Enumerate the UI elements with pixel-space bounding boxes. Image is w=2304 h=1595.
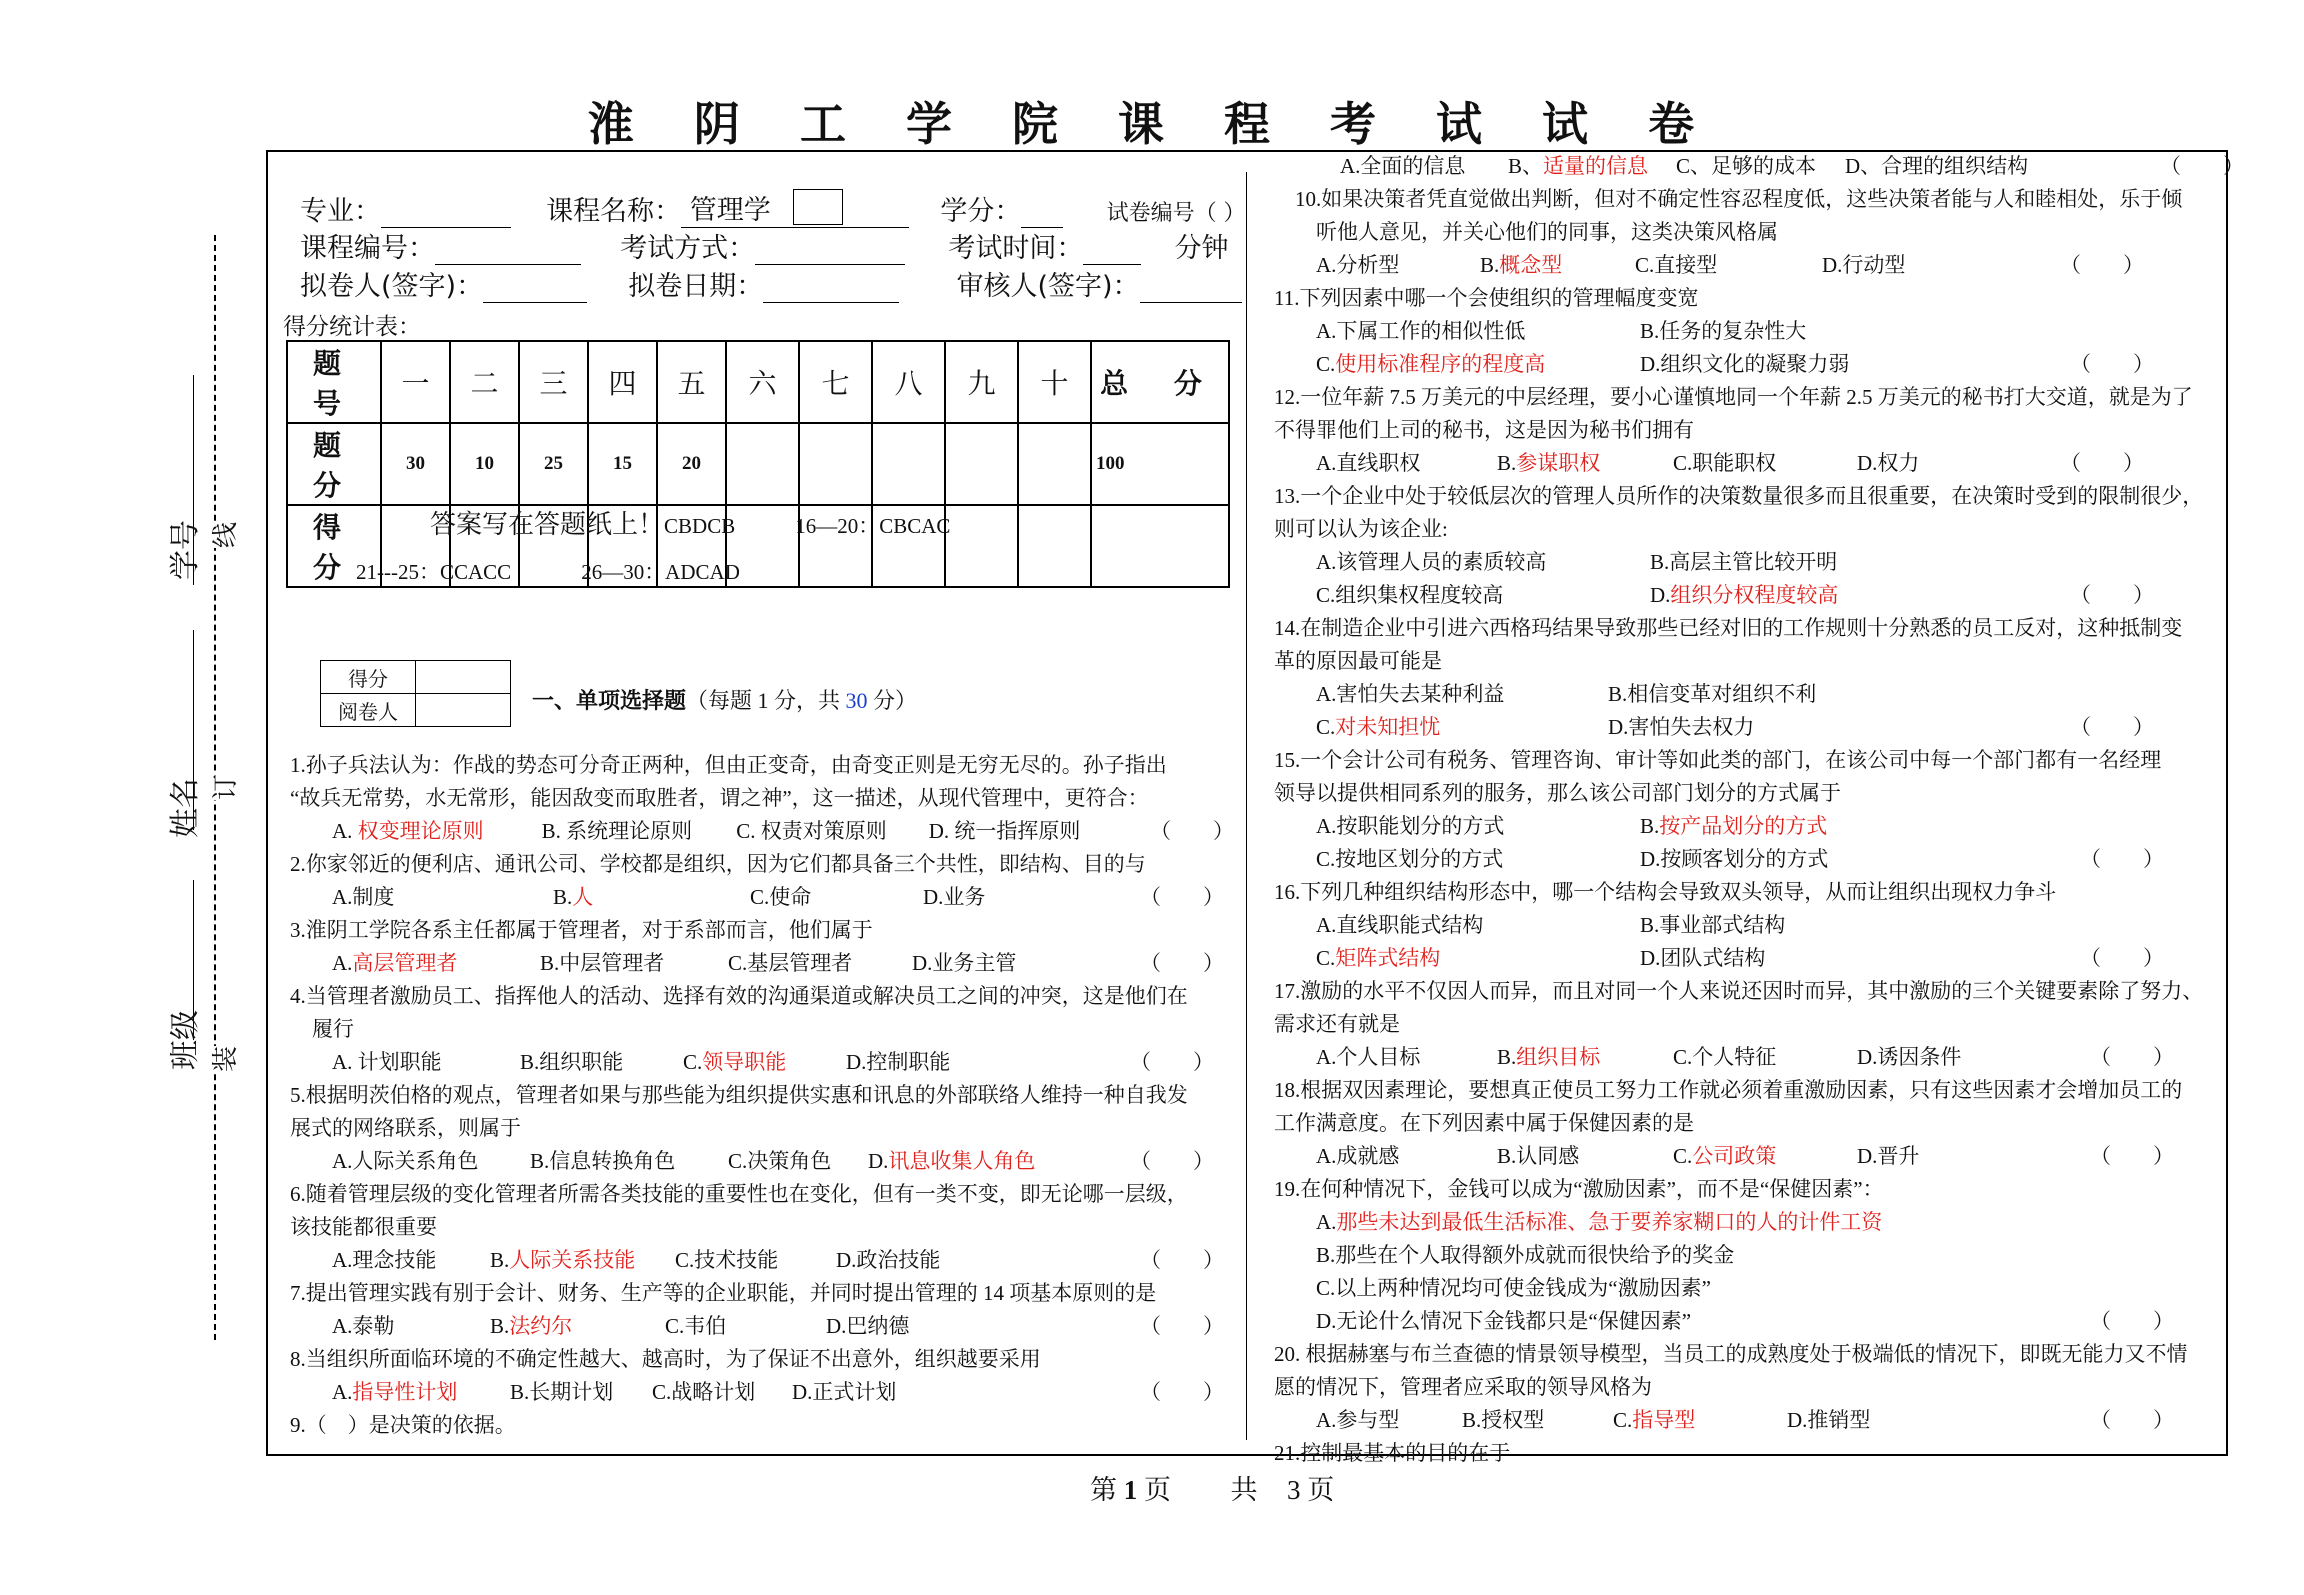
section-grader-field[interactable] bbox=[416, 694, 511, 727]
answer-note: 答案写在答题纸上！ bbox=[430, 510, 665, 540]
col-7: 七 bbox=[799, 341, 872, 423]
col-6: 六 bbox=[726, 341, 799, 423]
points-4: 15 bbox=[588, 423, 657, 505]
q18-option-d: D.晋升 bbox=[1857, 1144, 1920, 1168]
exam-method-field[interactable] bbox=[755, 233, 905, 265]
q2-text: 2.你家邻近的便利店、通讯公司、学校都是组织，因为它们都具备三个共性，即结构、目的与 bbox=[290, 852, 1146, 876]
q19-paren: （ ） bbox=[2090, 1309, 2174, 1333]
q13-paren: （ ） bbox=[2070, 583, 2154, 607]
q6-text-b: 该技能都很重要 bbox=[290, 1215, 437, 1239]
header-row-3 bbox=[300, 264, 1242, 303]
q16-text: 16.下列几种组织结构形态中，哪一个结构会导致双头领导，从而让组织出现权力争斗 bbox=[1274, 880, 2057, 904]
q11-option-d: D.组织文化的凝聚力弱 bbox=[1640, 352, 1850, 376]
q4-text-b: 履行 bbox=[312, 1017, 354, 1041]
course-box bbox=[793, 189, 843, 225]
q16-option-b: B.事业部式结构 bbox=[1640, 913, 1786, 937]
q4-paren: （ ） bbox=[1130, 1050, 1214, 1074]
q6-option-a: A.理念技能 bbox=[332, 1248, 437, 1272]
column-divider bbox=[1246, 172, 1247, 1440]
credit-field[interactable] bbox=[1021, 196, 1063, 228]
q5-text-b: 展式的网络联系，则属于 bbox=[290, 1116, 521, 1140]
q10-option-a: A.分析型 bbox=[1316, 253, 1400, 277]
q2-option-d: D.业务 bbox=[923, 885, 986, 909]
q10-option-c: C.直接型 bbox=[1635, 253, 1718, 277]
q8-paren: （ ） bbox=[1140, 1380, 1224, 1404]
reviewer-field[interactable] bbox=[1140, 271, 1242, 303]
q14-option-b: B.相信变革对组织不利 bbox=[1608, 682, 1817, 706]
name-label: 姓名 bbox=[168, 778, 203, 838]
binding-line-label: 线 bbox=[205, 522, 242, 548]
points-10 bbox=[1018, 423, 1091, 505]
q5-d-prefix: D. bbox=[868, 1149, 889, 1173]
q8-text: 8.当组织所面临环境的不确定性越大、越高时，为了保证不出意外，组织越要采用 bbox=[290, 1347, 1041, 1371]
q7-paren: （ ） bbox=[1140, 1314, 1224, 1338]
q5-option-a: A.人际关系角色 bbox=[332, 1149, 479, 1173]
score-table bbox=[286, 340, 1230, 588]
q18-text-a: 18.根据双因素理论，要想真正使员工努力工作就必须着重激励因素，只有这些因素才会增加员工的 bbox=[1274, 1078, 2183, 1102]
section-score-field[interactable] bbox=[416, 661, 511, 694]
q3-a-prefix: A. bbox=[332, 951, 353, 975]
q1-d: D. 统一指挥原则 bbox=[928, 819, 1081, 843]
q1-c: C. 权责对策原则 bbox=[736, 819, 887, 843]
q16-c-prefix: C. bbox=[1316, 946, 1336, 970]
section-1-heading bbox=[532, 684, 917, 715]
points-5: 20 bbox=[657, 423, 726, 505]
footer-gong: 共 bbox=[1230, 1475, 1258, 1505]
q8-option-b: B.长期计划 bbox=[510, 1380, 614, 1404]
q14-option-a: A.害怕失去某种利益 bbox=[1316, 682, 1505, 706]
q20-option-b: B.授权型 bbox=[1462, 1408, 1545, 1432]
q14-option-d: D.害怕失去权力 bbox=[1608, 715, 1755, 739]
answer-26-30: 26—30：ADCAD bbox=[581, 560, 740, 584]
q10-b-answer: 概念型 bbox=[1499, 253, 1563, 277]
col-5: 五 bbox=[657, 341, 726, 423]
exam-method-label: 考试方式： bbox=[620, 233, 756, 264]
points-2: 10 bbox=[450, 423, 519, 505]
q2-option-c: C.使命 bbox=[750, 885, 812, 909]
points-total: 100 bbox=[1091, 423, 1229, 505]
row-label-number: 题 号 bbox=[287, 341, 381, 423]
q13-text-a: 13.一个企业中处于较低层次的管理人员所作的决策数量很多而且很重要，在决策时受到的限制很少， bbox=[1274, 484, 2204, 508]
q7-text: 7.提出管理实践有别于会计、财务、生产等的企业职能，并同时提出管理的 14 项基本原则的是 bbox=[290, 1281, 1157, 1305]
q11-c-prefix: C. bbox=[1316, 352, 1336, 376]
exam-time-field[interactable] bbox=[1083, 233, 1141, 265]
q1-a-prefix: A. bbox=[332, 819, 358, 843]
q12-b-prefix: B. bbox=[1497, 451, 1517, 475]
q11-c-answer: 使用标准程序的程度高 bbox=[1335, 352, 1546, 376]
q15-option-d: D.按顾客划分的方式 bbox=[1640, 847, 1829, 871]
q10-b-prefix: B. bbox=[1480, 253, 1500, 277]
q9-option-d: D、合理的组织结构 bbox=[1845, 154, 2029, 178]
q10-text-b: 听他人意见，并关心他们的同事，这类决策风格属 bbox=[1316, 220, 1778, 244]
col-8: 八 bbox=[872, 341, 945, 423]
author-label: 拟卷人(签字)： bbox=[300, 271, 484, 302]
q9-text: 9.（ ）是决策的依据。 bbox=[290, 1413, 516, 1437]
q16-option-a: A.直线职能式结构 bbox=[1316, 913, 1484, 937]
footer-di: 第 bbox=[1090, 1475, 1117, 1505]
q18-c-answer: 公司政策 bbox=[1692, 1144, 1777, 1168]
answer-line-2 bbox=[356, 556, 740, 586]
q1-text-a: 1.孙子兵法认为：作战的势态可分奇正两种，但由正变奇，由奇变正则是无穷无尽的。孙子指出 bbox=[290, 753, 1167, 777]
page-title: 淮 阴 工 学 院 课 程 考 试 试 卷 bbox=[587, 97, 1717, 151]
q9-option-c: C、足够的成本 bbox=[1676, 154, 1817, 178]
q4-option-b: B.组织职能 bbox=[520, 1050, 624, 1074]
score-cell[interactable] bbox=[945, 505, 1018, 587]
q3-option-c: C.基层管理者 bbox=[728, 951, 853, 975]
exam-time-label: 考试时间： bbox=[948, 233, 1084, 264]
q5-option-c: C.决策角色 bbox=[728, 1149, 832, 1173]
section-1-note-a: （每题 1 分，共 bbox=[686, 688, 846, 713]
q14-c-prefix: C. bbox=[1316, 715, 1336, 739]
q18-option-a: A.成就感 bbox=[1316, 1144, 1400, 1168]
q7-b-prefix: B. bbox=[490, 1314, 510, 1338]
points-3: 25 bbox=[519, 423, 588, 505]
q7-option-a: A.泰勒 bbox=[332, 1314, 395, 1338]
q9-paren: （ ） bbox=[2160, 154, 2244, 178]
q20-c-answer: 指导型 bbox=[1632, 1408, 1696, 1432]
page-number: 1 bbox=[1123, 1475, 1138, 1505]
q2-option-b bbox=[553, 881, 593, 914]
q3-a-answer: 高层管理者 bbox=[352, 951, 458, 975]
q17-b-answer: 组织目标 bbox=[1516, 1045, 1601, 1069]
page-total: 3 bbox=[1287, 1475, 1301, 1505]
q11-option-c bbox=[1316, 348, 1545, 381]
q7-b-answer: 法约尔 bbox=[509, 1314, 573, 1338]
q3-text: 3.淮阴工学院各系主任都属于管理者，对于系部而言，他们属于 bbox=[290, 918, 873, 942]
paper-no-label: 试卷编号（ ） bbox=[1106, 201, 1246, 226]
answer-1-15: CBDCB bbox=[664, 514, 736, 538]
q13-option-a: A.该管理人员的素质较高 bbox=[1316, 550, 1547, 574]
q19-option-c: C.以上两种情况均可使金钱成为“激励因素” bbox=[1316, 1276, 1711, 1300]
q15-b-answer: 按产品划分的方式 bbox=[1659, 814, 1828, 838]
q17-paren: （ ） bbox=[2090, 1045, 2174, 1069]
section-score-label: 得分 bbox=[321, 661, 416, 694]
q7-option-c: C.韦伯 bbox=[665, 1314, 727, 1338]
q2-b-answer: 人 bbox=[572, 885, 594, 909]
q12-option-c: C.职能职权 bbox=[1673, 451, 1777, 475]
points-1: 30 bbox=[381, 423, 450, 505]
q13-option-b: B.高层主管比较开明 bbox=[1650, 550, 1838, 574]
binding-zhuang-label: 装 bbox=[205, 1046, 242, 1072]
q7-option-b bbox=[490, 1310, 572, 1343]
q18-text-b: 工作满意度。在下列因素中属于保健因素的是 bbox=[1274, 1111, 1694, 1135]
col-10: 十 bbox=[1018, 341, 1091, 423]
author-field[interactable] bbox=[483, 271, 587, 303]
q19-option-b: B.那些在个人取得额外成就而很快给予的奖金 bbox=[1316, 1243, 1735, 1267]
answer-16-20: 16—20：CBCAC bbox=[795, 514, 951, 538]
q1-paren: （ ） bbox=[1150, 819, 1234, 843]
q5-d-answer: 讯息收集人角色 bbox=[888, 1149, 1036, 1173]
q6-option-b bbox=[490, 1244, 635, 1277]
major-label: 专业： bbox=[300, 196, 381, 227]
q9-b-prefix: B、 bbox=[1508, 154, 1544, 178]
q19-option-d: D.无论什么情况下金钱都只是“保健因素” bbox=[1316, 1309, 1692, 1333]
q5-option-d bbox=[868, 1145, 1035, 1178]
q11-paren: （ ） bbox=[2070, 352, 2154, 376]
col-1: 一 bbox=[381, 341, 450, 423]
reviewer-label: 审核人(签字)： bbox=[956, 271, 1140, 302]
q8-a-prefix: A. bbox=[332, 1380, 353, 1404]
q3-option-d: D.业务主管 bbox=[912, 951, 1017, 975]
q2-b-prefix: B. bbox=[553, 885, 573, 909]
q5-text-a: 5.根据明茨伯格的观点，管理者如果与那些能为组织提供实惠和讯息的外部联络人维持一种自我发 bbox=[290, 1083, 1188, 1107]
q4-option-a: A. 计划职能 bbox=[332, 1050, 442, 1074]
q10-text-a: 10.如果决策者凭直觉做出判断，但对不确定性容忍程度低，这些决策者能与人和睦相处，乐于倾 bbox=[1295, 187, 2183, 211]
q17-option-c: C.个人特征 bbox=[1673, 1045, 1777, 1069]
points-8 bbox=[872, 423, 945, 505]
q10-paren: （ ） bbox=[2060, 253, 2144, 277]
q12-b-answer: 参谋职权 bbox=[1516, 451, 1601, 475]
q20-text-b: 愿的情况下，管理者应采取的领导风格为 bbox=[1274, 1375, 1652, 1399]
score-cell[interactable] bbox=[1018, 505, 1091, 587]
q16-c-answer: 矩阵式结构 bbox=[1335, 946, 1441, 970]
q8-option-c: C.战略计划 bbox=[652, 1380, 756, 1404]
q18-option-b: B.认同感 bbox=[1497, 1144, 1580, 1168]
q5-paren: （ ） bbox=[1130, 1149, 1214, 1173]
credit-label: 学分： bbox=[940, 196, 1022, 227]
q14-option-c bbox=[1316, 711, 1440, 744]
q12-paren: （ ） bbox=[2060, 451, 2144, 475]
q6-b-prefix: B. bbox=[490, 1248, 510, 1272]
q9-b-answer: 适量的信息 bbox=[1543, 154, 1649, 178]
q2-option-a: A.制度 bbox=[332, 885, 395, 909]
q20-option-c bbox=[1613, 1404, 1695, 1437]
q19-option-a bbox=[1316, 1206, 1882, 1239]
score-row-points bbox=[287, 423, 1229, 505]
q6-b-answer: 人际关系技能 bbox=[509, 1248, 636, 1272]
student-no-label: 学号 bbox=[168, 520, 203, 580]
q14-paren: （ ） bbox=[2070, 715, 2154, 739]
q4-c-prefix: C. bbox=[683, 1050, 703, 1074]
q20-paren: （ ） bbox=[2090, 1408, 2174, 1432]
q13-option-c: C.组织集权程度较高 bbox=[1316, 583, 1504, 607]
q17-text-b: 需求还有就是 bbox=[1274, 1012, 1400, 1036]
q14-text-a: 14.在制造企业中引进六西格玛结果导致那些已经对旧的工作规则十分熟悉的员工反对，这种抵制变 bbox=[1274, 616, 2183, 640]
row-label-points: 题 分 bbox=[287, 423, 381, 505]
points-9 bbox=[945, 423, 1018, 505]
q17-text-a: 17.激励的水平不仅因人而异，而且对同一个人来说还因时而异，其中激励的三个关键要素除了努力、 bbox=[1274, 979, 2204, 1003]
course-no-field[interactable] bbox=[435, 233, 581, 265]
q17-option-a: A.个人目标 bbox=[1316, 1045, 1421, 1069]
q6-option-c: C.技术技能 bbox=[675, 1248, 779, 1272]
q21-text: 21.控制最基本的目的在于 bbox=[1274, 1441, 1511, 1465]
score-table-caption: 得分统计表： bbox=[283, 314, 421, 340]
row-label-scores: 得 分 bbox=[287, 505, 381, 587]
q3-paren: （ ） bbox=[1140, 951, 1224, 975]
q14-text-b: 革的原因最可能是 bbox=[1274, 649, 1442, 673]
col-total: 总 分 bbox=[1091, 341, 1229, 423]
q20-option-a: A.参与型 bbox=[1316, 1408, 1400, 1432]
course-field[interactable] bbox=[681, 188, 909, 228]
q17-option-d: D.诱因条件 bbox=[1857, 1045, 1962, 1069]
q17-b-prefix: B. bbox=[1497, 1045, 1517, 1069]
q4-option-d: D.控制职能 bbox=[846, 1050, 951, 1074]
q15-option-c: C.按地区划分的方式 bbox=[1316, 847, 1504, 871]
q12-text-b: 不得罪他们上司的秘书，这是因为秘书们拥有 bbox=[1274, 418, 1694, 442]
q12-option-a: A.直线职权 bbox=[1316, 451, 1421, 475]
q8-option-a bbox=[332, 1376, 457, 1409]
class-label: 班级 bbox=[168, 1010, 203, 1070]
q17-option-b bbox=[1497, 1041, 1600, 1074]
minutes-label: 分钟 bbox=[1174, 233, 1229, 264]
binding-ding-label: 订 bbox=[205, 774, 242, 800]
course-value: 管理学 bbox=[689, 195, 771, 226]
q1-b: B. 系统理论原则 bbox=[541, 819, 693, 843]
points-6 bbox=[726, 423, 799, 505]
q8-option-d: D.正式计划 bbox=[792, 1380, 897, 1404]
q4-c-answer: 领导职能 bbox=[702, 1050, 787, 1074]
q18-option-c bbox=[1673, 1140, 1776, 1173]
major-field[interactable] bbox=[381, 196, 511, 228]
points-7 bbox=[799, 423, 872, 505]
q11-option-a: A.下属工作的相似性低 bbox=[1316, 319, 1526, 343]
q6-text-a: 6.随着管理层级的变化管理者所需各类技能的重要性也在变化，但有一类不变，即无论哪一层级， bbox=[290, 1182, 1188, 1206]
q3-option-a bbox=[332, 947, 457, 980]
q14-c-answer: 对未知担忧 bbox=[1335, 715, 1441, 739]
q19-text: 19.在何种情况下，金钱可以成为“激励因素”，而不是“保健因素”： bbox=[1274, 1177, 1884, 1201]
q5-option-b: B.信息转换角色 bbox=[530, 1149, 676, 1173]
q20-text-a: 20. 根据赫塞与布兰查德的情景领导模型，当员工的成熟度处于极端低的情况下，即既无能力又不情 bbox=[1274, 1342, 2188, 1366]
q11-option-b: B.任务的复杂性大 bbox=[1640, 319, 1807, 343]
section-1-title: 一、单项选择题 bbox=[532, 689, 687, 714]
q20-c-prefix: C. bbox=[1613, 1408, 1633, 1432]
footer-ye: 页 bbox=[1144, 1475, 1171, 1505]
page-footer bbox=[1090, 1468, 1334, 1507]
q15-option-a: A.按职能划分的方式 bbox=[1316, 814, 1505, 838]
answer-line-1 bbox=[430, 504, 950, 541]
q20-option-d: D.推销型 bbox=[1787, 1408, 1871, 1432]
q15-text-a: 15.一个会计公司有税务、管理咨询、审计等如此类的部门，在该公司中每一个部门都有一名经理 bbox=[1274, 748, 2162, 772]
header-row-2 bbox=[300, 226, 1229, 265]
q10-option-d: D.行动型 bbox=[1822, 253, 1906, 277]
q1-a-answer: 权变理论原则 bbox=[357, 819, 484, 843]
q12-text-a: 12.一位年薪 7.5 万美元的中层经理，要小心谨慎地同一个年薪 2.5 万美元的秘书打大交道，就是为了 bbox=[1274, 385, 2193, 409]
q13-text-b: 则可以认为该企业: bbox=[1274, 517, 1448, 541]
q12-option-b bbox=[1497, 447, 1600, 480]
q16-option-d: D.团队式结构 bbox=[1640, 946, 1766, 970]
answer-21-25: 21---25：CCACC bbox=[356, 560, 512, 584]
q6-option-d: D.政治技能 bbox=[836, 1248, 941, 1272]
q15-text-b: 领导以提供相同系列的服务，那么该公司部门划分的方式属于 bbox=[1274, 781, 1841, 805]
section-1-note-num: 30 bbox=[845, 688, 868, 713]
date-label: 拟卷日期： bbox=[628, 271, 764, 302]
q19-a-prefix: A. bbox=[1316, 1210, 1337, 1234]
q9-option-b bbox=[1508, 150, 1648, 183]
q18-paren: （ ） bbox=[2090, 1144, 2174, 1168]
header-row-1 bbox=[300, 188, 1246, 228]
col-9: 九 bbox=[945, 341, 1018, 423]
q11-text: 11.下列因素中哪一个会使组织的管理幅度变宽 bbox=[1274, 286, 1699, 310]
section-score-box bbox=[320, 660, 511, 727]
q1-text-b: “故兵无常势，水无常形，能因敌变而取胜者，谓之神”，这一描述，从现代管理中，更符合： bbox=[290, 786, 1149, 810]
q15-option-b bbox=[1640, 810, 1827, 843]
q10-option-b bbox=[1480, 249, 1562, 282]
q15-b-prefix: B. bbox=[1640, 814, 1660, 838]
q16-option-c bbox=[1316, 942, 1440, 975]
q13-d-answer: 组织分权程度较高 bbox=[1670, 583, 1839, 607]
q3-option-b: B.中层管理者 bbox=[540, 951, 665, 975]
q9-option-a: A.全面的信息 bbox=[1340, 154, 1466, 178]
q6-paren: （ ） bbox=[1140, 1248, 1224, 1272]
section-1-note-b: 分） bbox=[867, 688, 918, 713]
section-grader-label: 阅卷人 bbox=[321, 694, 416, 727]
course-label: 课程名称： bbox=[546, 196, 682, 227]
score-row-numbers bbox=[287, 341, 1229, 423]
q18-c-prefix: C. bbox=[1673, 1144, 1693, 1168]
q1-options bbox=[332, 815, 1080, 848]
score-total-cell[interactable] bbox=[1091, 505, 1229, 587]
q4-text-a: 4.当管理者激励员工、指挥他人的活动、选择有效的沟通渠道或解决员工之间的冲突，这是他们在 bbox=[290, 984, 1188, 1008]
date-field[interactable] bbox=[763, 271, 899, 303]
q13-d-prefix: D. bbox=[1650, 583, 1671, 607]
q16-paren: （ ） bbox=[2080, 946, 2164, 970]
q2-paren: （ ） bbox=[1140, 885, 1224, 909]
q13-option-d bbox=[1650, 579, 1838, 612]
q15-paren: （ ） bbox=[2080, 847, 2164, 871]
course-no-label: 课程编号： bbox=[300, 233, 435, 264]
q12-option-d: D.权力 bbox=[1857, 451, 1920, 475]
q7-option-d: D.巴纳德 bbox=[826, 1314, 910, 1338]
q19-a-answer: 那些未达到最低生活标准、急于要养家糊口的人的计件工资 bbox=[1336, 1210, 1883, 1234]
footer-ye-2: 页 bbox=[1307, 1475, 1335, 1505]
col-3: 三 bbox=[519, 341, 588, 423]
col-2: 二 bbox=[450, 341, 519, 423]
q8-a-answer: 指导性计划 bbox=[352, 1380, 458, 1404]
col-4: 四 bbox=[588, 341, 657, 423]
q4-option-c bbox=[683, 1046, 786, 1079]
